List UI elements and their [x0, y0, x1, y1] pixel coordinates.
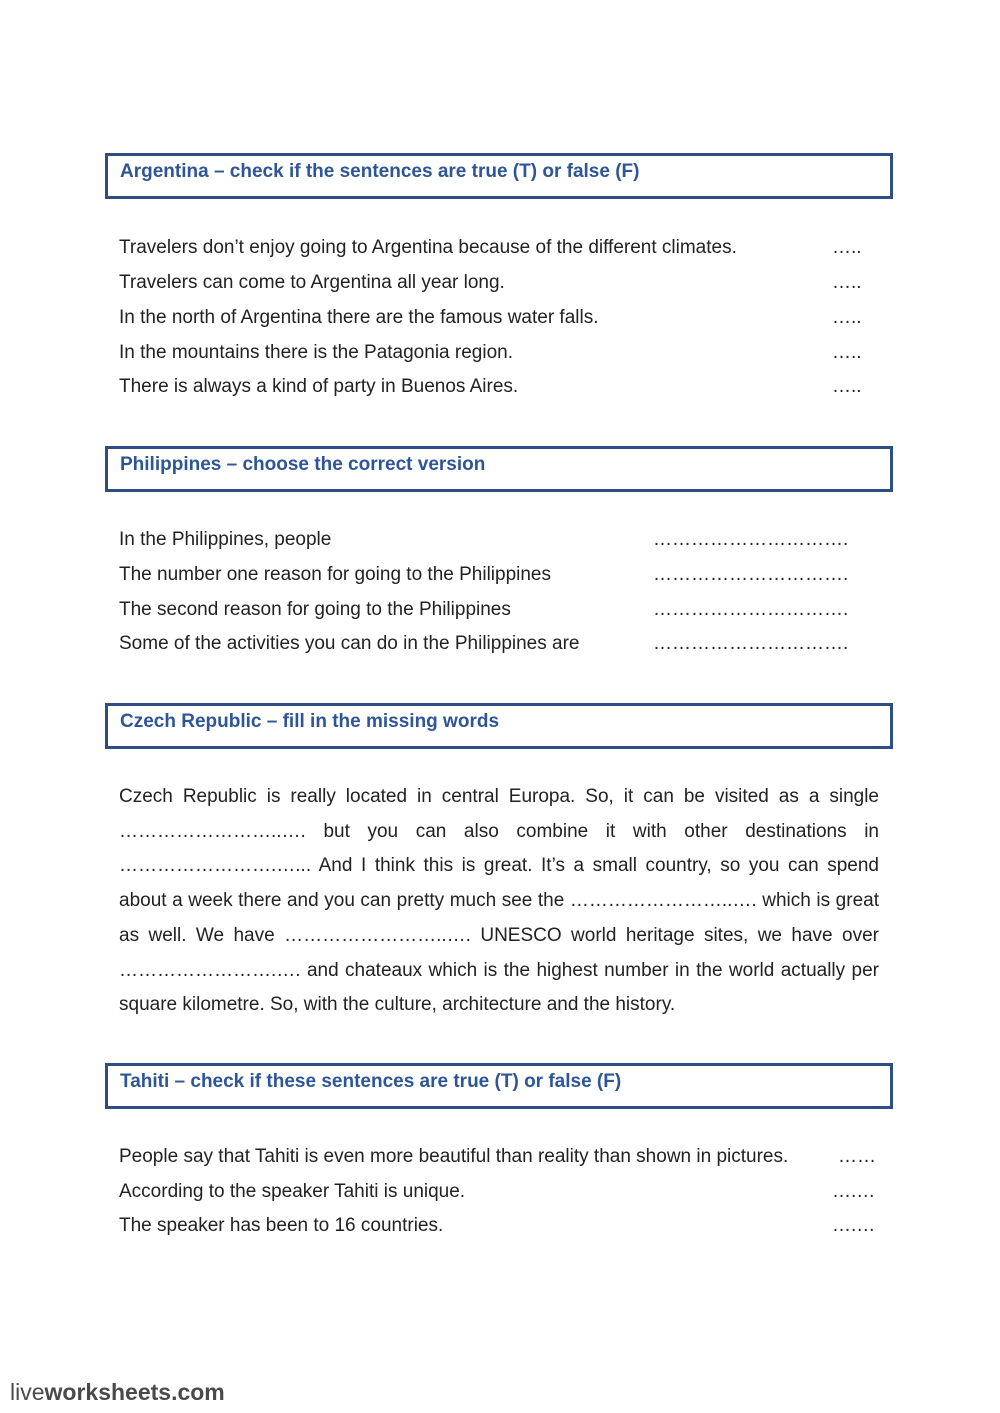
answer-blank[interactable]: ….… [832, 1215, 876, 1236]
fill-blank[interactable]: ……………………..…. [284, 924, 471, 946]
section-title: Argentina – check if the sentences are true (T) or false (F) [120, 161, 640, 182]
answer-blank[interactable]: ….. [832, 272, 862, 293]
section-header-tahiti [105, 1063, 893, 1109]
answer-blank[interactable]: …………………………. [653, 599, 849, 620]
fill-in-paragraph [119, 780, 879, 1023]
paragraph-text: UNESCO world heritage sites, we have over [470, 924, 879, 946]
section-header-philippines [105, 446, 893, 492]
answer-blank[interactable]: …………………………. [653, 564, 849, 585]
question-text: Some of the activities you can do in the Philippines are [119, 633, 580, 654]
logo-prefix: live [10, 1379, 45, 1405]
liveworksheets-logo[interactable] [10, 1379, 225, 1406]
answer-blank[interactable]: …………………………. [653, 633, 849, 654]
logo-suffix: .com [171, 1379, 225, 1405]
section-title: Czech Republic – fill in the missing words [120, 711, 500, 732]
answer-blank[interactable]: …………………………. [653, 529, 849, 550]
paragraph-text: . And I think this is great. It’s a small country, so you can spend about a week there and you can pretty much see the [119, 855, 879, 912]
paragraph-text: and chateaux which is the highest number in the world actually per square kilometre. So, with the culture, architecture and the history. [119, 959, 879, 1016]
section-header-czech [105, 703, 893, 749]
question-text: In the Philippines, people [119, 529, 332, 550]
question-text: The number one reason for going to the Philippines [119, 564, 551, 585]
section-title: Philippines – choose the correct version [120, 454, 486, 475]
answer-blank[interactable]: ….. [832, 237, 862, 258]
question-text: Travelers don’t enjoy going to Argentina because of the different climates. [119, 237, 737, 258]
paragraph-text: but you can also combine it with other destinations in [305, 820, 879, 842]
fill-blank[interactable]: ……………………..…. [569, 890, 757, 912]
question-text: The second reason for going to the Philippines [119, 599, 511, 620]
question-text: Travelers can come to Argentina all year long. [119, 272, 505, 293]
section-title: Tahiti – check if these sentences are true (T) or false (F) [120, 1071, 622, 1092]
paragraph-text: which is great as well. We have [119, 890, 879, 946]
question-text: In the mountains there is the Patagonia region. [119, 342, 513, 363]
question-text: According to the speaker Tahiti is unique. [119, 1181, 466, 1202]
answer-blank[interactable]: ….. [832, 342, 862, 363]
section-header-argentina [105, 153, 893, 199]
question-text: The speaker has been to 16 countries. [119, 1215, 444, 1236]
answer-blank[interactable]: …… [838, 1146, 876, 1167]
question-text: People say that Tahiti is even more beautiful than reality than shown in pictures. [119, 1146, 789, 1167]
paragraph-text: Czech Republic is really located in central Europa. So, it can be visited as a single [119, 786, 879, 807]
question-text: There is always a kind of party in Buenos Aires. [119, 376, 519, 397]
fill-blank[interactable]: ……………………..…. [119, 820, 306, 842]
answer-blank[interactable]: ….. [832, 307, 862, 328]
logo-bold: worksheets [44, 1379, 172, 1405]
answer-blank[interactable]: ….. [832, 376, 862, 397]
fill-blank[interactable]: …………………….…. [119, 959, 301, 981]
fill-blank[interactable]: …………………….….. [119, 855, 306, 877]
question-text: In the north of Argentina there are the famous water falls. [119, 307, 599, 328]
answer-blank[interactable]: ….… [832, 1181, 876, 1202]
